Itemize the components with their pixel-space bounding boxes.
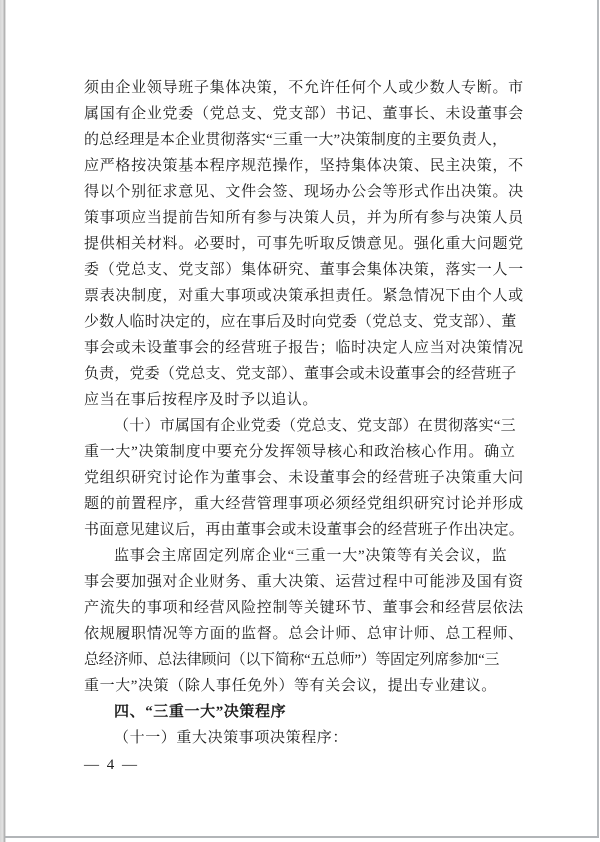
document-text (84, 75, 524, 751)
text-line: 书面意见建议后，再由董事会或未设董事会的经营班子作出决定。 (84, 522, 524, 538)
text-line: 监事会主席固定列席企业“三重一大”决策等有关会议，监 (114, 548, 508, 564)
page-number: — 4 — (84, 757, 139, 773)
text-line: 事会或未设董事会的经营班子报告；临时决定人应当对决策情况 (84, 340, 524, 356)
text-line: 应严格按决策基本程序规范操作，坚持集体决策、民主决策，不 (84, 158, 524, 174)
text-line: 负责，党委（党总支、党支部）、董事会或未设董事会的经营班子 (84, 366, 517, 382)
text-line: 少数人临时决定的，应在事后及时向党委（党总支、党支部）、董 (84, 314, 517, 330)
text-line: （十一）重大决策事项决策程序： (114, 730, 349, 746)
text-line: 题的前置程序，重大经营管理事项必须经党组织研究讨论并形成 (84, 496, 524, 512)
text-line: 应当在事后按程序及时予以追认。 (84, 392, 319, 408)
text-line: 重一大”决策（除人事任免外）等有关会议，提出专业建议。 (84, 678, 497, 694)
text-line: 的总经理是本企业贯彻落实“三重一大”决策制度的主要负责人， (84, 132, 508, 148)
text-line: 重一大”决策制度中要充分发挥领导核心和政治核心作用。确立 (84, 444, 516, 460)
text-line: 事会要加强对企业财务、重大决策、运营过程中可能涉及国有资 (84, 574, 524, 590)
text-line: 委（党总支、党支部）集体研究、董事会集体决策，落实一人一 (84, 262, 524, 278)
page-right-edge (597, 0, 599, 836)
text-line: （十）市属国有企业党委（党总支、党支部）在贯彻落实“三 (114, 418, 516, 434)
text-line: 党组织研究讨论作为董事会、未设董事会的经营班子决策重大问 (84, 470, 524, 486)
page-bottom-edge (5, 836, 599, 838)
text-line: 票表决制度，对重大事项或决策承担责任。紧急情况下由个人或 (84, 288, 524, 304)
text-line: 依规履职情况等方面的监督。总会计师、总审计师、总工程师、 (84, 626, 524, 642)
text-line: 属国有企业党委（党总支、党支部）书记、董事长、未设董事会 (84, 106, 524, 122)
text-line: 总经济师、总法律顾问（以下简称“五总师”）等固定列席参加“三 (84, 652, 500, 668)
text-line: 提供相关材料。必要时，可事先听取反馈意见。强化重大问题党 (84, 236, 524, 252)
text-line: 得以个别征求意见、文件会签、现场办公会等形式作出决策。决 (84, 184, 524, 200)
text-line: 策事项应当提前告知所有参与决策人员，并为所有参与决策人员 (84, 210, 524, 226)
section-heading: 四、“三重一大”决策程序 (114, 704, 287, 720)
text-line: 须由企业领导班子集体决策，不允许任何个人或少数人专断。市 (84, 80, 524, 96)
page-left-shadow (0, 0, 6, 842)
text-line: 产流失的事项和经营风险控制等关键环节、董事会和经营层依法 (84, 600, 524, 616)
